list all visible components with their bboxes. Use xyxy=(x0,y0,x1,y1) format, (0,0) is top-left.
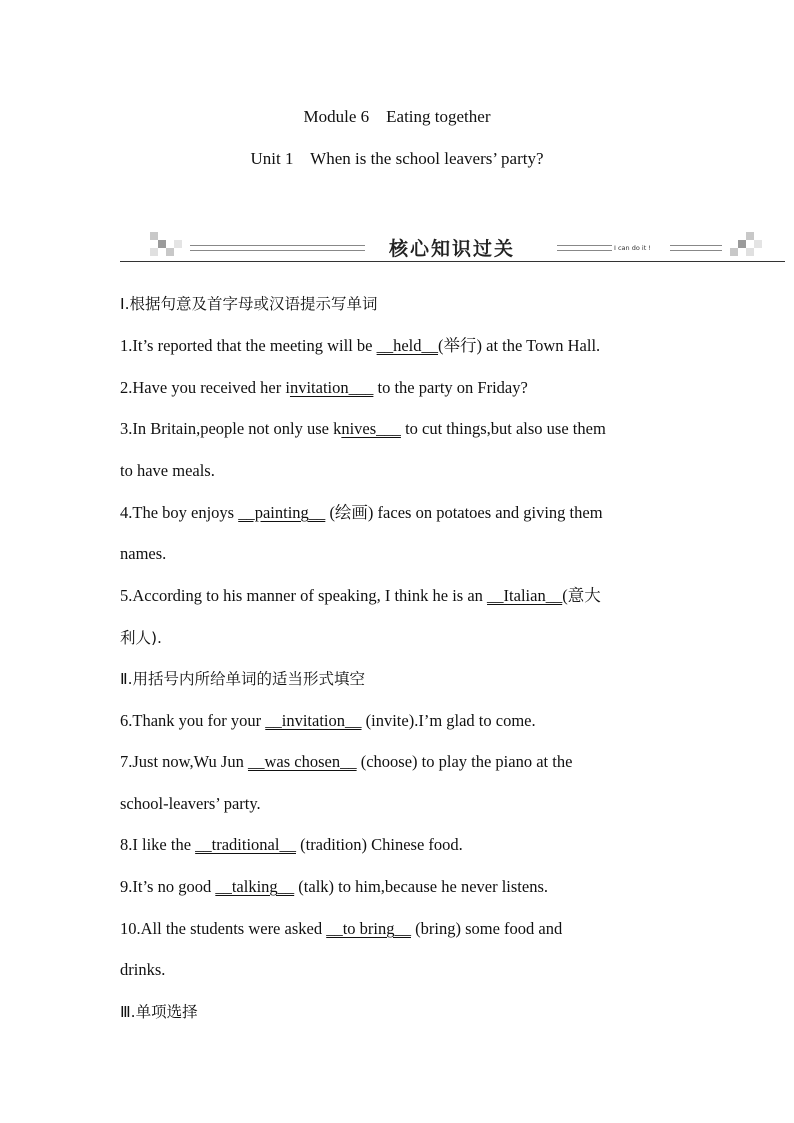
question-7 xyxy=(120,752,680,772)
q2-answer: nvitation___ xyxy=(289,378,374,397)
question-1 xyxy=(120,336,680,356)
question-3-continued: to have meals. xyxy=(120,461,215,480)
q6-answer: __invitation__ xyxy=(265,711,362,730)
module-title: Module 6 Eating together xyxy=(303,107,491,126)
checker-square xyxy=(746,232,754,240)
q2-text-end: to the party on Friday? xyxy=(373,378,528,397)
section-1-title: Ⅰ.根据句意及首字母或汉语提示写单词 xyxy=(120,295,378,313)
checker-square xyxy=(166,248,174,256)
banner-double-line-right xyxy=(557,245,612,251)
q7-text: 7.Just now,Wu Jun xyxy=(120,752,248,771)
checker-square xyxy=(150,248,158,256)
checker-square xyxy=(738,240,746,248)
question-5-continued: 利人). xyxy=(120,629,162,647)
checker-square xyxy=(746,248,754,256)
q6-text-end: (invite).I’m glad to come. xyxy=(361,711,536,730)
banner-rule xyxy=(120,261,785,262)
section-banner xyxy=(120,228,785,268)
question-4 xyxy=(120,503,680,523)
banner-tag: I can do it ! xyxy=(614,244,651,252)
checker-square xyxy=(158,240,166,248)
q10-text-end: (bring) some food and xyxy=(411,919,563,938)
section-3-title: Ⅲ.单项选择 xyxy=(120,1003,198,1021)
q1-text: 1.It’s reported that the meeting will be xyxy=(120,336,377,355)
q7-text-end: (choose) to play the piano at the xyxy=(356,752,573,771)
banner-double-line-right-2 xyxy=(670,245,722,251)
question-10-continued: drinks. xyxy=(120,960,166,979)
banner-double-line-left xyxy=(190,245,365,251)
question-6 xyxy=(120,711,680,731)
q2-text: 2.Have you received her i xyxy=(120,378,290,397)
q7-answer: __was chosen__ xyxy=(247,752,357,771)
q6-text: 6.Thank you for your xyxy=(120,711,266,730)
question-2 xyxy=(120,378,680,398)
q5-answer: __Italian__ xyxy=(487,586,563,605)
q5-text: 5.According to his manner of speaking, I think he is an xyxy=(120,586,488,605)
banner-heading: 核心知识过关 xyxy=(388,238,515,260)
question-8 xyxy=(120,835,680,855)
q3-text: 3.In Britain,people not only use k xyxy=(120,419,342,438)
unit-title: Unit 1 When is the school leavers’ party? xyxy=(250,149,544,168)
q8-answer: __traditional__ xyxy=(195,835,296,854)
q4-answer: __painting__ xyxy=(238,503,326,522)
question-5 xyxy=(120,586,680,606)
q9-text-end: (talk) to him,because he never listens. xyxy=(294,877,549,896)
q9-text: 9.It’s no good xyxy=(120,877,216,896)
q10-text: 10.All the students were asked xyxy=(120,919,327,938)
q10-answer: __to bring__ xyxy=(326,919,411,938)
question-3 xyxy=(120,419,680,439)
q4-text: 4.The boy enjoys xyxy=(120,503,239,522)
q3-text-end: to cut things,but also use them xyxy=(400,419,606,438)
q9-answer: __talking__ xyxy=(215,877,295,896)
question-7-continued: school-leavers’ party. xyxy=(120,794,261,813)
section-2-title: Ⅱ.用括号内所给单词的适当形式填空 xyxy=(120,670,366,688)
q1-answer: __held__ xyxy=(376,336,439,355)
question-4-continued: names. xyxy=(120,544,167,563)
checker-square xyxy=(150,232,158,240)
q5-text-end: (意大 xyxy=(562,586,601,605)
q8-text: 8.I like the xyxy=(120,835,196,854)
q8-text-end: (tradition) Chinese food. xyxy=(295,835,463,854)
q4-text-end: (绘画) faces on potatoes and giving them xyxy=(325,503,603,522)
q1-text-end: (举行) at the Town Hall. xyxy=(438,336,601,355)
checker-square xyxy=(174,240,182,248)
question-9 xyxy=(120,877,680,897)
question-10 xyxy=(120,919,680,939)
checker-square xyxy=(730,248,738,256)
q3-answer: nives___ xyxy=(341,419,401,438)
checker-square xyxy=(754,240,762,248)
